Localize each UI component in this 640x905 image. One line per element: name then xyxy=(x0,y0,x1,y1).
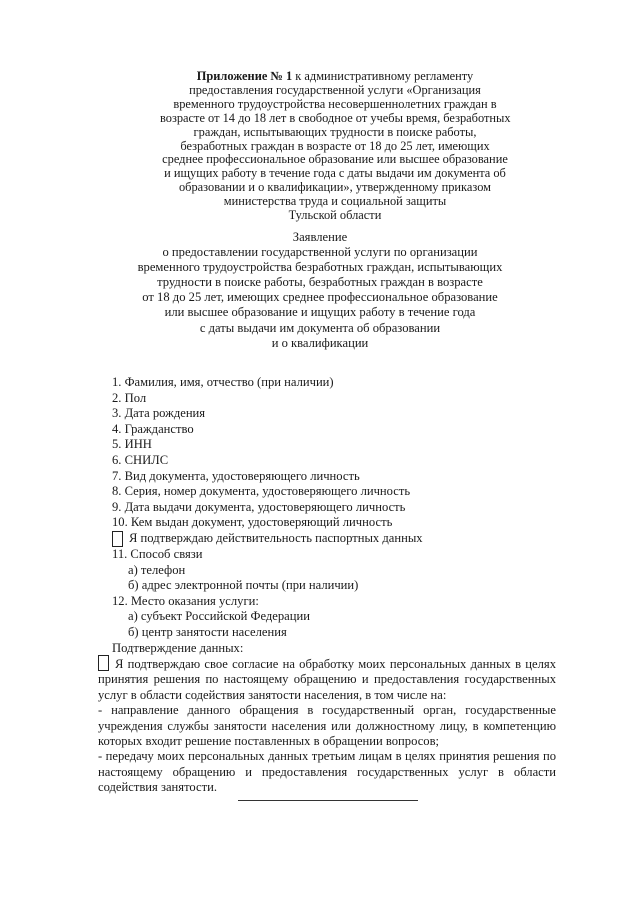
consent-block xyxy=(98,655,556,796)
service-place-center: б) центр занятости населения xyxy=(128,624,287,639)
statement-line: временного трудоустройства безработных граждан, испытывающих xyxy=(137,260,503,275)
field-citizenship: 4. Гражданство xyxy=(112,421,194,436)
passport-confirm-row xyxy=(112,531,552,547)
statement-line: о предоставлении государственной услуги по организации xyxy=(162,245,478,260)
statement-line: с даты выдачи им документа об образовании xyxy=(199,320,441,335)
consent-paragraph-third-parties: - передачу моих персональных данных третьим лицам в целях принятия решения по настоящему обращению и предоставления государственных услуг в области содействия занятости. xyxy=(98,749,556,795)
statement-line: от 18 до 25 лет, имеющих среднее профессиональное образование xyxy=(142,290,498,305)
appendix-line: среднее профессиональное образование или высшее образование xyxy=(162,152,508,167)
field-sex: 2. Пол xyxy=(112,390,147,405)
appendix-line: образовании и о квалификации», утвержденному приказом xyxy=(178,180,492,195)
appendix-line: временного трудоустройства несовершеннолетних граждан в xyxy=(173,96,497,111)
consent-text: Я подтверждаю свое согласие на обработку моих персональных данных в целях принятия решения по настоящему обращению и предоставления государственных услуг в области содействия занятости населения, в том числе на: xyxy=(98,657,556,702)
appendix-first-line-rest: к административному регламенту xyxy=(292,69,474,83)
field-full-name: 1. Фамилия, имя, отчество (при наличии) xyxy=(112,375,334,389)
statement-line: трудности в поиске работы, безработных граждан в возрасте xyxy=(157,275,483,290)
field-id-issuer: 10. Кем выдан документ, удостоверяющий личность xyxy=(112,515,393,530)
field-id-type: 7. Вид документа, удостоверяющего личность xyxy=(112,468,360,483)
service-place-title: 12. Место оказания услуги: xyxy=(112,593,259,608)
field-inn: 5. ИНН xyxy=(112,437,152,452)
appendix-line: и ищущих работу в течение года с даты выдачи им документа об xyxy=(164,166,506,181)
field-id-number: 8. Серия, номер документа, удостоверяющего личность xyxy=(112,484,411,499)
appendix-line: безработных граждан в возрасте от 18 до 25 лет, имеющих xyxy=(180,138,490,153)
application-fields xyxy=(112,375,552,656)
confirmation-title: Подтверждение данных: xyxy=(112,640,244,655)
statement-line: или высшее образование и ищущих работу в течение года xyxy=(164,305,476,320)
appendix-first-line xyxy=(160,70,510,84)
appendix-line: Тульской области xyxy=(288,208,382,223)
consent-paragraph-main xyxy=(98,655,556,703)
field-snils: 6. СНИЛС xyxy=(112,452,169,467)
passport-confirm-checkbox[interactable] xyxy=(112,531,123,547)
contact-method-title: 11. Способ связи xyxy=(112,546,203,561)
passport-confirm-label: Я подтверждаю действительность паспортных данных xyxy=(129,531,423,546)
appendix-header xyxy=(160,70,510,223)
closing-rule xyxy=(238,800,418,801)
appendix-line: возрасте от 14 до 18 лет в свободное от учебы время, безработных xyxy=(160,110,511,125)
statement-title: Заявление xyxy=(292,230,348,244)
consent-paragraph-forwarding: - направление данного обращения в государственный орган, государственные учреждения службы занятости населения или должностному лицу, в компетенцию которых входит решение поставленных в обращении вопросов; xyxy=(98,703,556,749)
appendix-line: министерства труда и социальной защиты xyxy=(223,194,447,209)
service-place-region: а) субъект Российской Федерации xyxy=(128,609,310,624)
statement-heading xyxy=(110,230,530,351)
field-birth-date: 3. Дата рождения xyxy=(112,406,206,421)
consent-checkbox[interactable] xyxy=(98,655,109,671)
field-id-issue-date: 9. Дата выдачи документа, удостоверяющего личность xyxy=(112,499,406,514)
appendix-number: Приложение № 1 xyxy=(196,69,293,83)
contact-option-phone: а) телефон xyxy=(128,562,186,577)
contact-option-email: б) адрес электронной почты (при наличии) xyxy=(128,578,359,593)
appendix-line: граждан, испытывающих трудности в поиске работы, xyxy=(193,124,477,139)
appendix-line: предоставления государственной услуги «Организация xyxy=(189,82,481,97)
statement-line: и о квалификации xyxy=(271,335,369,350)
